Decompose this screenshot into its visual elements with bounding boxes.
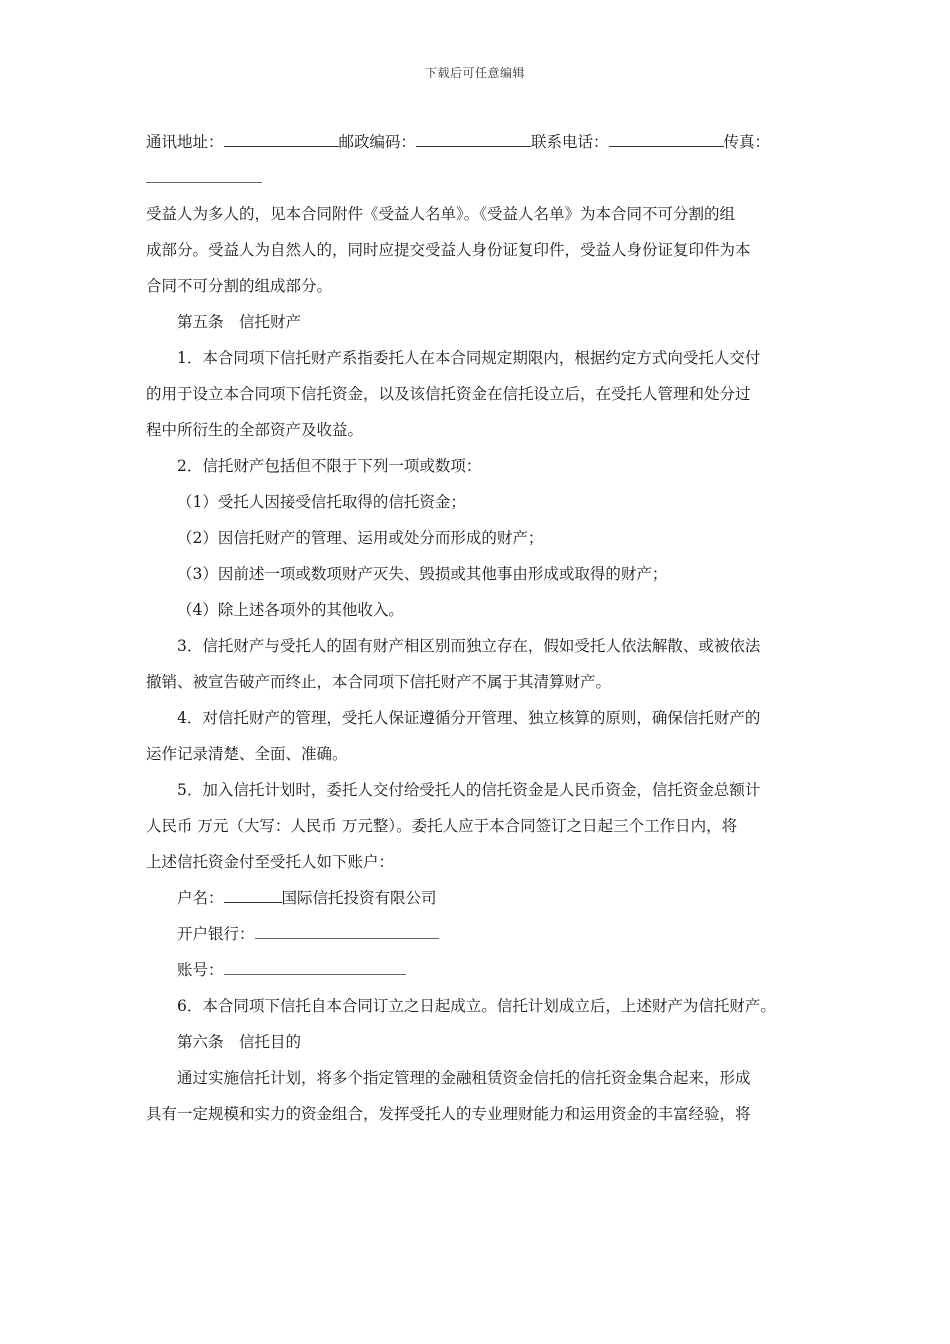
account-name-label: 户名： — [177, 889, 224, 907]
paragraph-line: 4．对信托财产的管理，受托人保证遵循分开管理、独立核算的原则，确保信托财产的 — [177, 709, 761, 727]
page-header-note: 下载后可任意编辑 — [424, 66, 525, 80]
contact-info-line — [146, 124, 816, 160]
phone-label: 联系电话： — [531, 133, 609, 151]
paragraph-line: 成部分。受益人为自然人的，同时应提交受益人身份证复印件，受益人身份证复印件为本 — [146, 241, 751, 259]
article-5-title: 第五条 信托财产 — [177, 313, 302, 331]
list-item: （4）除上述各项外的其他收入。 — [177, 601, 404, 619]
fax-blank — [146, 164, 262, 183]
paragraph-line: 上述信托资金付至受托人如下账户： — [146, 853, 395, 871]
address-label: 通讯地址： — [146, 133, 224, 151]
fax-label: 传真： — [723, 133, 771, 151]
list-item: （1）受托人因接受信托取得的信托资金； — [177, 493, 466, 511]
article-6-title: 第六条 信托目的 — [177, 1033, 302, 1051]
paragraph-line: 5．加入信托计划时，委托人交付给受托人的信托资金是人民币资金，信托资金总额计 — [177, 781, 761, 799]
account-name-blank — [224, 884, 282, 903]
account-name-value: 国际信托投资有限公司 — [281, 889, 437, 907]
paragraph-line: 的用于设立本合同项下信托资金，以及该信托资金在信托设立后，在受托人管理和处分过 — [146, 385, 751, 403]
account-number-line — [146, 952, 816, 988]
account-number-blank — [224, 956, 406, 975]
paragraph-line: 2．信托财产包括但不限于下列一项或数项： — [177, 457, 482, 475]
phone-blank — [609, 128, 724, 147]
account-number-label: 账号： — [177, 961, 224, 979]
postal-code-label: 邮政编码： — [338, 133, 417, 151]
postal-code-blank — [416, 128, 531, 147]
paragraph-line: 受益人为多人的，见本合同附件《受益人名单》。《受益人名单》为本合同不可分割的组 — [146, 205, 736, 223]
paragraph-line: 人民币 万元（大写：人民币 万元整）。委托人应于本合同签订之日起三个工作日内，将 — [146, 817, 738, 835]
list-item: （2）因信托财产的管理、运用或处分而形成的财产； — [177, 529, 544, 547]
bank-label: 开户银行： — [177, 925, 255, 943]
document-body — [146, 124, 816, 1132]
paragraph-line: 3．信托财产与受托人的固有财产相区别而独立存在，假如受托人依法解散、或被依法 — [177, 637, 761, 655]
address-blank — [224, 128, 339, 147]
paragraph-line: 6．本合同项下信托自本合同订立之日起成立。信托计划成立后，上述财产为信托财产。 — [177, 997, 776, 1015]
fax-blank-line — [146, 160, 816, 196]
paragraph-line: 运作记录清楚、全面、准确。 — [146, 745, 348, 763]
paragraph-line: 合同不可分割的组成部分。 — [146, 277, 333, 295]
bank-line — [146, 916, 816, 952]
paragraph-line: 程中所衍生的全部资产及收益。 — [146, 421, 364, 439]
paragraph-line: 1．本合同项下信托财产系指委托人在本合同规定期限内，根据约定方式向受托人交付 — [177, 349, 761, 367]
paragraph-line: 通过实施信托计划，将多个指定管理的金融租赁资金信托的信托资金集合起来，形成 — [177, 1069, 751, 1087]
account-name-line — [146, 880, 816, 916]
list-item: （3）因前述一项或数项财产灭失、毁损或其他事由形成或取得的财产； — [177, 565, 668, 583]
bank-blank — [255, 920, 439, 939]
paragraph-line: 具有一定规模和实力的资金组合，发挥受托人的专业理财能力和运用资金的丰富经验，将 — [146, 1105, 751, 1123]
paragraph-line: 撤销、被宣告破产而终止，本合同项下信托财产不属于其清算财产。 — [146, 673, 612, 691]
